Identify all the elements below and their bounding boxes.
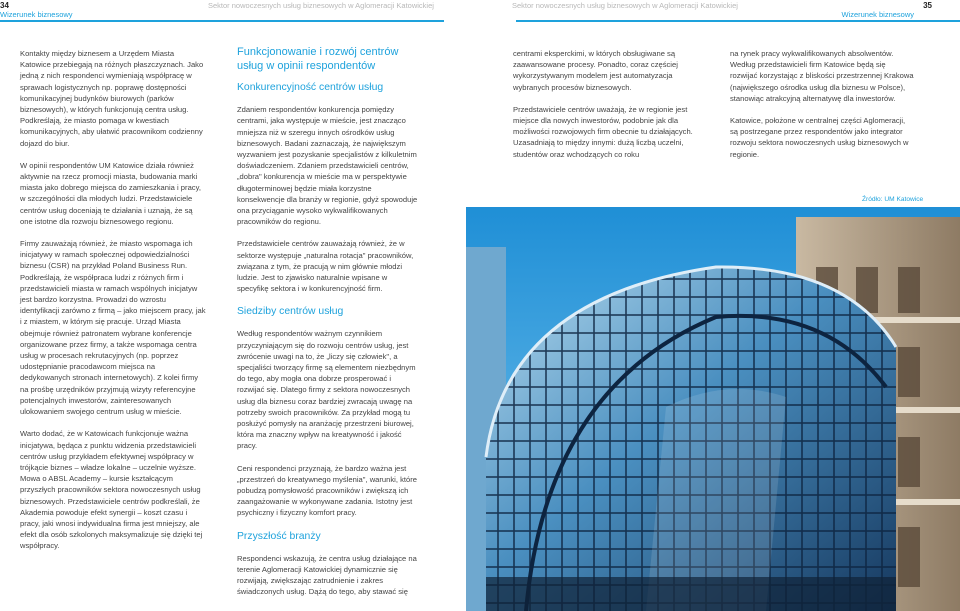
subheading-competitiveness: Konkurencyjność centrów usług <box>237 82 384 94</box>
header-rule-right <box>516 20 960 22</box>
paragraph: Kontakty między biznesem a Urzędem Miasta Katowice przebiegają na różnych płaszczyznach. Jako jedną z nich respondenci wymieniają współpracę w sprawach logistycznych np. poprawę dostępności komunikacyjnej budynków biurowych (parków biznesowych), w których funkcjonują centra usług. Podkreślają, że miasto pomaga w kwestiach komunikacyjnych, aby ułatwić pracownikom codzienny dojazd do biur. <box>20 49 204 148</box>
paragraph: Według respondentów ważnym czynnikiem przyczyniającym się do rozwoju centrów usług, jest zwrócenie uwagi na to, że „liczy się człowiek", a specjaliści tworzący firmę są elementem niezbędnym do tego, aby mogła ona dobrze prosperować i rozwijać się. Dlatego firmy z sektora nowoczesnych usług dla biznesu coraz bardziej zwracają uwagę na potrzeby swoich pracowników. Za przykład mogą tu posłużyć pomysły na aranżację przestrzeni biurowej, która ma znaczny wpływ na kreatywność i jakość pracy. <box>237 329 416 451</box>
text-column-4 <box>730 48 914 171</box>
subheading-future: Przyszłość branży <box>237 530 321 542</box>
text-column-1 <box>20 48 206 563</box>
section-label-left: Wizerunek biznesowy <box>0 10 73 19</box>
subheading-offices: Siedziby centrów usług <box>237 306 344 318</box>
paragraph: Respondenci wskazują, że centra usług działające na terenie Aglomeracji Katowickiej dynamicznie się rozwijają, zwiększając zatrudnienie i zakres świadczonych usług. Dążą do tego, aby stawać się <box>237 553 417 597</box>
page-number-left: 34 <box>0 1 9 10</box>
paragraph: centrami eksperckimi, w których obsługiwane są zaawansowane procesy. Ponadto, coraz częściej wykorzystywanym modelem jest automatyzacja wybranych procesów biznesowych. <box>513 49 678 92</box>
text-column-3 <box>513 48 703 171</box>
paragraph: W opinii respondentów UM Katowice działa również aktywnie na rzecz promocji miasta, budowania marki miasta jako dobrego miejsca do zamieszkania i pracy, w szczególności dla młodych ludzi. Przedstawiciele centrów usług doceniają te działania i uznają, że są one istotne dla rozwoju biznesowego regionu. <box>20 160 201 226</box>
paragraph: Przedstawiciele centrów uważają, że w regionie jest miejsce dla nowych inwestorów, podobnie jak dla możliwości rozwojowych firm obecnie tu działających. Uzasadniają to między innymi: dużą liczbą uczelni, studentów oraz wchodzących co roku <box>513 104 693 159</box>
paragraph: Przedstawiciele centrów zauważają również, że w sektorze występuje „naturalna rotacja" pracowników, związana z tym, że pracują w nim głównie młodzi ludzie. Jest to zjawisko naturalnie wpisane w specyfikę sektora i w konkurencyjność firm. <box>237 239 414 294</box>
section-label-right: Wizerunek biznesowy <box>841 10 914 19</box>
running-title-right: Sektor nowoczesnych usług biznesowych w Aglomeracji Katowickiej <box>512 1 738 10</box>
paragraph: Ceni respondenci przyznają, że bardzo ważna jest „przestrzeń do kreatywnego myślenia", warunki, które pobudzą pomysłowość pracowników i zwiększą ich zaangażowanie w wykonywane zadania. Istotny jest psychiczny i fizyczny komfort pracy. <box>237 463 417 518</box>
page-number-right: 35 <box>923 1 932 10</box>
paragraph: na rynek pracy wykwalifikowanych absolwentów. Według przedstawicieli firm Katowice będą się rozwijać korzystając z bliskości przestrzennej Krakowa (największego ośrodka usług dla biznesu w Polsce), stanowiąc atrakcyjną alternatywę dla inwestorów. <box>730 49 914 103</box>
header-rule-left <box>0 20 444 22</box>
paragraph: Zdaniem respondentów konkurencja pomiędzy centrami, jaka występuje w mieście, jest znacząco mniejsza niż w szeregu innych ośrodków usług biznesowych. Badani zaznaczają, że największym wyzwaniem jest pozyskanie specjalistów z kilkuletnim doświadczeniem. Zdaniem przedstawicieli centrów, „dobra" konkurencja w mieście ma w perspektywie długoterminowej będzie miała korzystne konsekwencje dla branży w regionie, gdyż spowoduje ona przyciąganie wysoko wykwalifikowanych pracowników do regionu. <box>237 105 418 227</box>
paragraph: Firmy zauważają również, że miasto wspomaga ich inicjatywy w ramach społecznej odpowiedzialności biznesu (CSR) na przykład Poland Business Run. Podkreślają, że współpraca ludzi z różnych firm i przedstawicieli miasta w ramach wspólnych inicjatyw jest bardzo korzystna. Prowadzi do wzrostu identyfikacji zarówno z firmą – jako miejscem pracy, jak i z miastem, w którym się pracuje. Urząd Miasta obejmuje również patronatem wybrane konferencje organizowane przez firmy, a także wspomaga centra usług w procesach rekrutacyjnych (np. poprzez udostępnianie pracodawcom miejsca na dedykowanych stronach internetowych). Z kolei firmy na prośbę urzędników przyjmują wizyty referencyjne potencjalnych inwestorów, zainteresowanych ulokowaniem swojego centrum usług w mieście. <box>20 239 206 417</box>
glass-arcade-building-photo <box>466 207 960 611</box>
paragraph: Warto dodać, że w Katowicach funkcjonuje ważna inicjatywa, będąca z punktu widzenia przedstawicieli centrów usług przykładem efektywnej współpracy w trójkącie biznes – władze lokalne – uczelnie wyższe. Mowa o ABSL Academy – kursie kształcącym przyszłych pracowników sektora nowoczesnych usług biznesowych. Przedstawiciele centrów podkreślali, że Akademia powoduje efekt synergii – koszt czasu i pracy, jaki wnosi indywidualna firma jest mniejszy, ale efekt dla osób szkolonych maksymalizuje się dzięki tej współpracy. <box>20 429 203 551</box>
running-title-left: Sektor nowoczesnych usług biznesowych w Aglomeracji Katowickiej <box>208 1 434 10</box>
section-heading: Funkcjonowanie i rozwój centrów usług w opinii respondentów <box>237 46 399 72</box>
photo-caption: Źródło: UM Katowice <box>862 196 924 203</box>
paragraph: Katowice, położone w centralnej części Aglomeracji, są postrzegane przez respondentów jako integrator rozwoju sektora nowoczesnych usług biznesowych w regionie. <box>730 116 909 159</box>
text-column-2 <box>237 46 419 609</box>
